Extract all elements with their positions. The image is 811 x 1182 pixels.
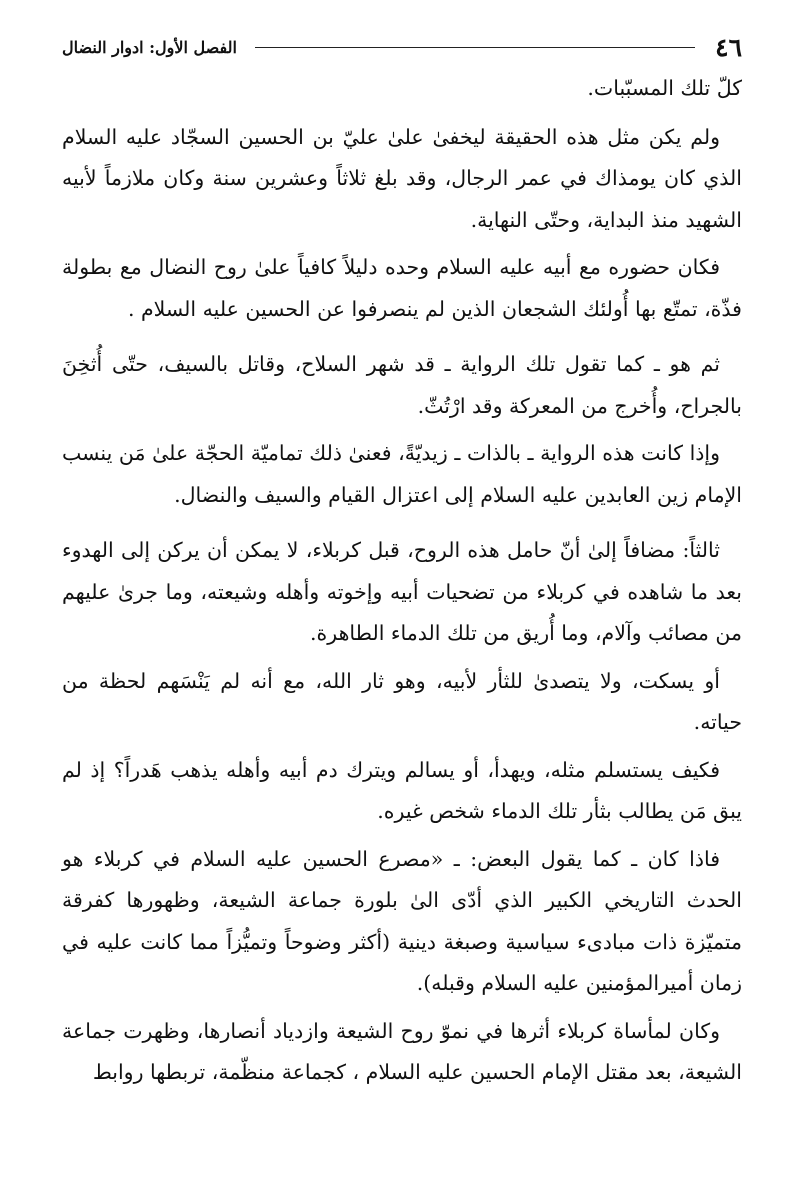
paragraph-1: كلّ تلك المسبّبات. (587, 76, 742, 100)
running-title: الفصل الأول: ادوار النضال (62, 37, 237, 57)
paragraph-4: ثم هو ـ كما تقول تلك الرواية ـ قد شهر السلاح، وقاتل بالسيف، حتّى أُثخِنَ بالجراح، وأُخرج من المعركة وقد ارْتُثّ. (62, 352, 742, 418)
paragraph-5: وإذا كانت هذه الرواية ـ بالذات ـ زيديّةً، فعنىٰ ذلك تماميّة الحجّة علىٰ مَن ينسب الإمام زين العابدين عليه السلام إلى اعتزال القيام والسيف والنضال. (62, 441, 742, 507)
page-number: ٤٦ (715, 32, 742, 62)
paragraph-3: فكان حضوره مع أبيه عليه السلام وحده دليلاً كافياً علىٰ روح النضال مع بطولة فذّة، تمتّع بها أُولئك الشجعان الذين لم ينصرفوا عن الحسين عليه السلام . (62, 255, 742, 321)
header-rule (255, 47, 695, 48)
paragraph-2: ولم يكن مثل هذه الحقيقة ليخفىٰ علىٰ عليّ بن الحسين السجّاد عليه السلام الذي كان يومذاك في عمر الرجال، وقد بلغ ثلاثاً وعشرين سنة وكان ملازماً لأبيه الشهيد منذ البداية، وحتّى النهاية. (62, 124, 742, 232)
paragraph-7: أو يسكت، ولا يتصدىٰ للثأر لأبيه، وهو ثار الله، مع أنه لم يَنْسَهم لحظة من حياته. (62, 668, 742, 734)
paragraph-10: وكان لمأساة كربلاء أثرها في نموّ روح الشيعة وازدياد أنصارها، وظهرت جماعة الشيعة، بعد مقتل الإمام الحسين عليه السلام ، كجماعة منظّمة، تربطها روابط (62, 1018, 742, 1084)
paragraph-9: فاذا كان ـ كما يقول البعض: ـ «مصرع الحسين عليه السلام في كربلاء هو الحدث التاريخي الكبير الذي أدّى الىٰ بلورة جماعة الشيعة، وظهورها كفرقة متميّزة ذات مبادىء سياسية وصبغة دينية (أكثر وضوحاً وتميُّزاً مما كانت عليه في زمان أميرالمؤمنين عليه السلام وقبله). (62, 846, 742, 995)
paragraph-6: ثالثاً: مضافاً إلىٰ أنّ حامل هذه الروح، قبل كربلاء، لا يمكن أن يركن إلى الهدوء بعد ما شاهده في كربلاء من تضحيات أبيه وإخوته وأهله وشيعته، وما جرىٰ عليهم من مصائب وآلام، وما أُريق من تلك الدماء الطاهرة. (62, 538, 742, 645)
paragraph-8: فكيف يستسلم مثله، ويهدأ، أو يسالم ويترك دم أبيه وأهله يذهب هَدراً؟ إذ لم يبق مَن يطالب بثأر تلك الدماء شخص غيره. (62, 757, 742, 823)
page-body (62, 68, 742, 1100)
page-header (62, 30, 742, 64)
